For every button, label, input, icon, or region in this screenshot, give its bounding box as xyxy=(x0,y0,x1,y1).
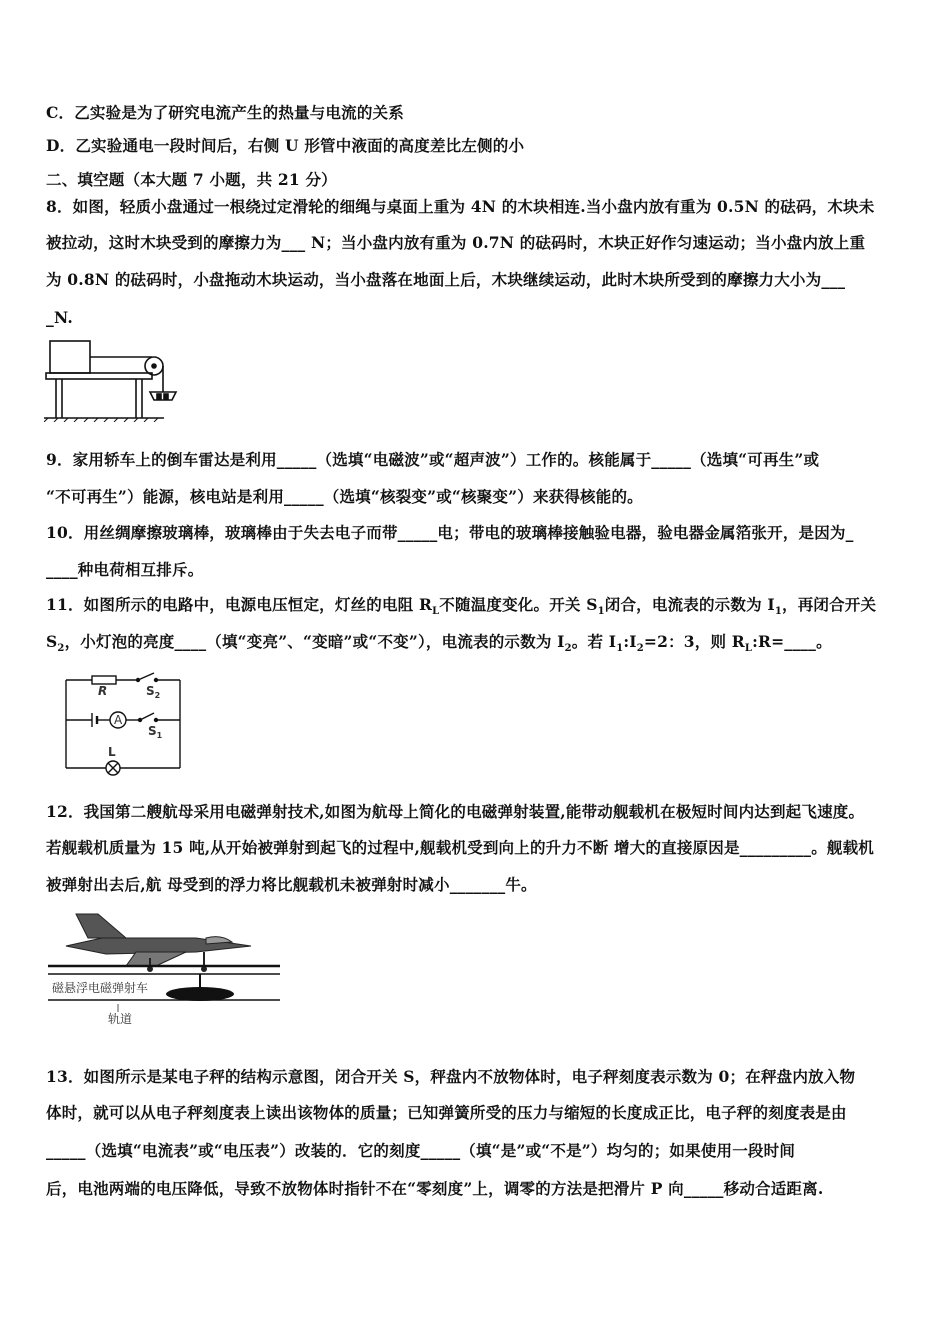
label-s2-sub: 2 xyxy=(154,691,161,700)
q11-sub-r2: 2 xyxy=(636,643,644,655)
caption-track: 轨道 xyxy=(108,1012,133,1026)
q11-text-f: 。若 I xyxy=(571,632,617,651)
wooden-block xyxy=(50,341,90,373)
q13-line-3: _____（选填“电流表”或“电压表”）改装的．它的刻度_____（填“是”或“不是”）均匀的；如果使用一段时间 xyxy=(46,1141,796,1160)
switch-s1 xyxy=(140,713,154,720)
q11-sub-l: L xyxy=(432,606,440,618)
shuttle xyxy=(166,987,234,1001)
q11-text-c: 闭合，电流表的示数为 I xyxy=(604,595,775,614)
q11-text-d: ，再闭合开关 xyxy=(782,595,877,614)
q12-line-1: 12．我国第二艘航母采用电磁弹射技术,如图为航母上简化的电磁弹射装置,能带动舰载机在极短时间内达到起飞速度。 xyxy=(46,802,865,821)
label-l: L xyxy=(108,745,116,759)
q8-line-1: 8．如图，轻质小盘通过一根绕过定滑轮的细绳与桌面上重为 4N 的木块相连.当小盘内放有重为 0.5N 的砝码，木块未 xyxy=(46,197,875,216)
q11-sub-s2: 2 xyxy=(57,643,65,655)
q11-text-h: =2：3，则 R xyxy=(643,632,745,651)
q8-line-4: _N. xyxy=(46,308,73,327)
q11-sub-i2: 2 xyxy=(564,643,572,655)
q13-line-4: 后，电池两端的电压降低，导致不放物体时指针不在“零刻度”上，调零的方法是把滑片 P 向_____移动合适距离. xyxy=(46,1179,824,1198)
jet-wing xyxy=(126,952,186,966)
q11-sub-r1: 1 xyxy=(616,643,624,655)
q12-line-3: 被弹射出去后,航 母受到的浮力将比舰载机未被弹射时减小_______牛。 xyxy=(46,875,537,894)
jet-tail xyxy=(76,914,126,938)
resistor-r xyxy=(92,676,116,684)
q9-line-2: “不可再生”）能源，核电站是利用_____（选填“核裂变”或“核聚变”）来获得核能的。 xyxy=(46,487,643,506)
label-s1 xyxy=(148,724,163,740)
q11-text-e: ，小灯泡的亮度____（填“变亮”、“变暗”或“不变”），电流表的示数为 I xyxy=(64,632,565,651)
circuit-diagram xyxy=(58,668,208,780)
caption-shuttle: 磁悬浮电磁弹射车 xyxy=(52,981,149,995)
pan xyxy=(150,392,176,400)
section-heading: 二、填空题（本大题 7 小题，共 21 分） xyxy=(46,170,337,189)
q13-line-2: 体时，就可以从电子秤刻度表上读出该物体的质量；已知弹簧所受的压力与缩短的长度成正比，电子秤的刻度表是由 xyxy=(46,1103,847,1122)
q8-line-2: 被拉动，这时木块受到的摩擦力为___ N；当小盘内放有重为 0.7N 的砝码时，木块正好作匀速运动；当小盘内放上重 xyxy=(46,233,866,252)
q11-sub-i1: 1 xyxy=(774,606,782,618)
label-a: A xyxy=(114,713,123,727)
q11-line-2 xyxy=(46,632,832,659)
label-s2 xyxy=(146,684,160,700)
q10-line-1: 10．用丝绸摩擦玻璃棒，玻璃棒由于失去电子而带_____电；带电的玻璃棒接触验电器，验电器金属箔张开，是因为_ xyxy=(46,523,854,542)
q11-sub-rl: L xyxy=(744,643,753,655)
label-s1-main: S xyxy=(148,724,157,738)
q8-line-3: 为 0.8N 的砝码时，小盘拖动木块运动，当小盘落在地面上后，木块继续运动，此时木块所受到的摩擦力大小为___ xyxy=(46,270,846,289)
q9-line-1: 9．家用轿车上的倒车雷达是利用_____（选填“电磁波”或“超声波”）工作的。核能属于_____（选填“可再生”或 xyxy=(46,450,820,469)
table-top xyxy=(46,373,152,379)
label-s2-main: S xyxy=(146,684,155,698)
option-c: C．乙实验是为了研究电流产生的热量与电流的关系 xyxy=(46,103,404,122)
q10-line-2: ____种电荷相互排斥。 xyxy=(46,560,204,579)
q11-text-a: 11．如图所示的电路中，电源电压恒定，灯丝的电阻 R xyxy=(46,595,433,614)
catapult-figure xyxy=(46,908,286,1026)
q11-text-i: :R=____。 xyxy=(752,632,832,651)
switch-s2 xyxy=(138,673,154,680)
option-d: D．乙实验通电一段时间后，右侧 U 形管中液面的高度差比左侧的小 xyxy=(46,136,525,155)
label-s1-sub: 1 xyxy=(156,731,163,740)
q11-text-b: 不随温度变化。开关 S xyxy=(439,595,598,614)
q13-line-1: 13．如图所示是某电子秤的结构示意图，闭合开关 S，秤盘内不放物体时，电子秤刻度表示数为 0；在秤盘内放入物 xyxy=(46,1067,856,1086)
q11-sub-s1: 1 xyxy=(597,606,605,618)
table-pulley-figure xyxy=(44,338,184,422)
q11-line-1 xyxy=(46,595,876,622)
q12-line-2: 若舰载机质量为 15 吨,从开始被弹射到起飞的过程中,舰载机受到向上的升力不断 增大的直接原因是_________。舰载机 xyxy=(46,838,875,857)
label-r: R xyxy=(98,684,108,698)
q11-text-g: :I xyxy=(623,632,637,651)
q11-s: S xyxy=(46,632,58,651)
